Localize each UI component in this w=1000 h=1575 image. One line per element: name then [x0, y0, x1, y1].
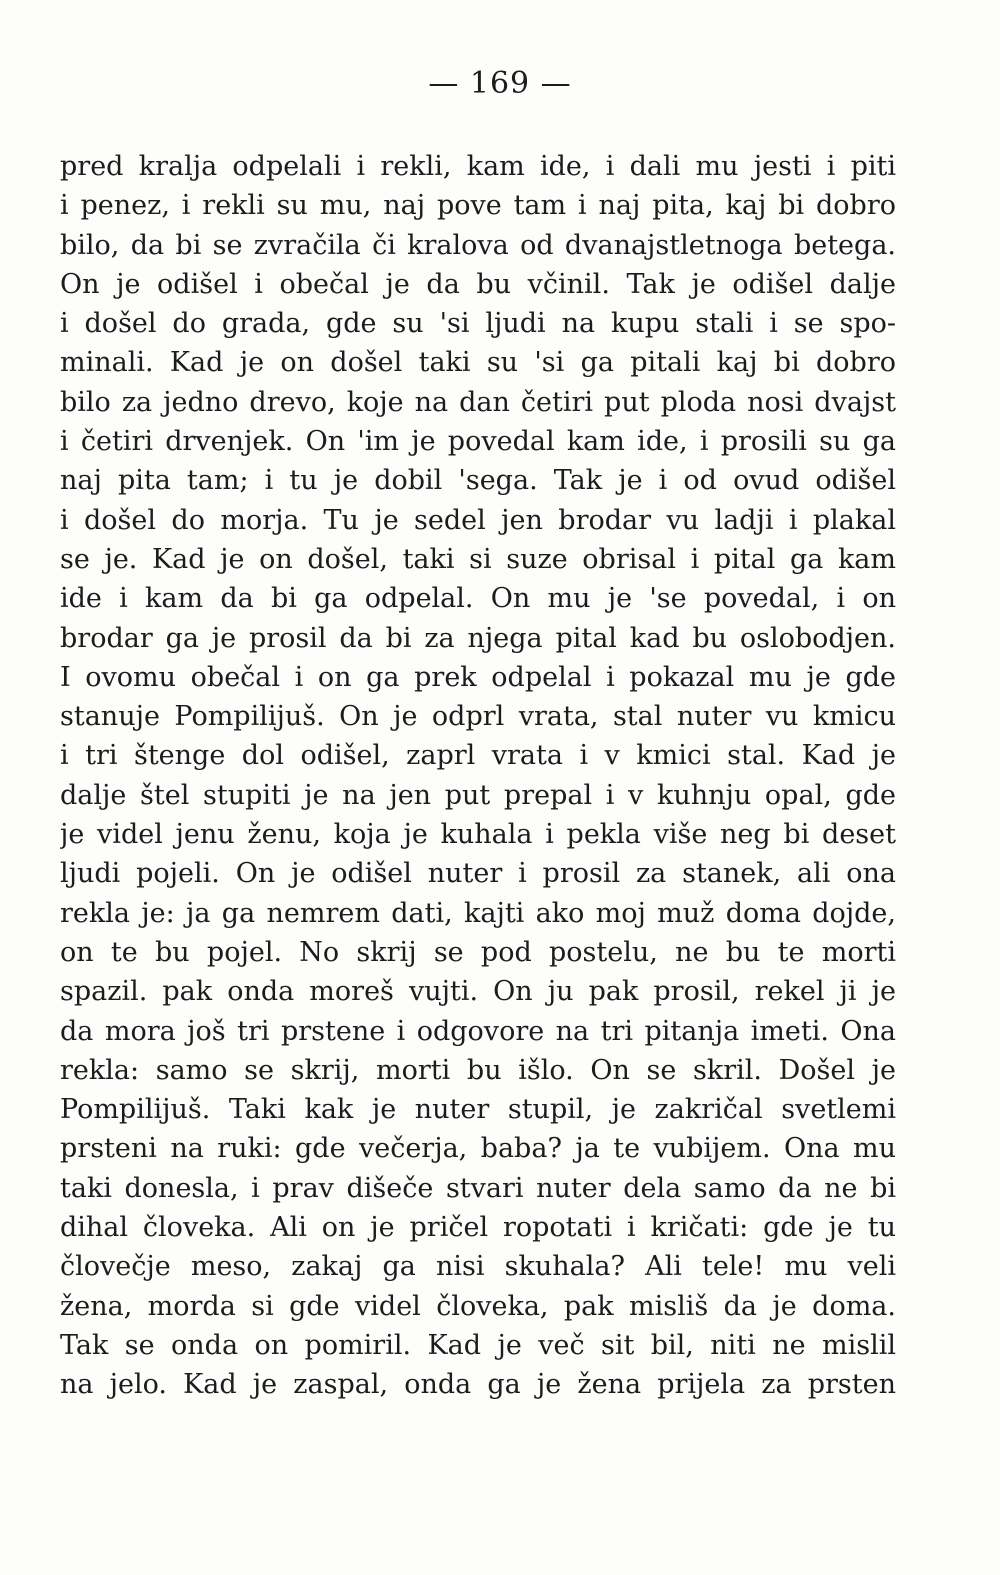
- text-line: Tak se onda on pomiril. Kad je več sit bil, niti ne mislil: [60, 1329, 896, 1361]
- text-line: žena, morda si gde videl človeka, pak misliš da je doma.: [60, 1290, 896, 1322]
- text-line: Pompilijuš. Taki kak je nuter stupil, je zakričal svetlemi: [60, 1094, 896, 1126]
- text-line: ide i kam da bi ga odpelal. On mu je 'se povedal, i on: [60, 583, 896, 615]
- text-line: dalje štel stupiti je na jen put prepal i v kuhnju opal, gde: [60, 779, 896, 811]
- text-line: bilo za jedno drevo, koje na dan četiri put ploda nosi dvajst: [60, 386, 896, 418]
- text-line: i došel do morja. Tu je sedel jen brodar vu ladji i plakal: [60, 504, 896, 536]
- text-line: i došel do grada, gde su 'si ljudi na kupu stali i se spo-: [60, 308, 896, 340]
- text-line: i četiri drvenjek. On 'im je povedal kam ide, i prosili su ga: [60, 426, 896, 458]
- text-line: stanuje Pompilijuš. On je odprl vrata, stal nuter vu kmicu: [60, 701, 896, 733]
- text-line: on te bu pojel. No skrij se pod postelu, ne bu te morti: [60, 936, 896, 968]
- page-number: — 169 —: [428, 66, 572, 101]
- text-line: ljudi pojeli. On je odišel nuter i prosil za stanek, ali ona: [60, 858, 896, 890]
- text-line: človečje meso, zakaj ga nisi skuhala? Ali tele! mu veli: [60, 1251, 896, 1283]
- text-line: dihal človeka. Ali on je pričel ropotati i kričati: gde je tu: [60, 1212, 896, 1244]
- text-line: naj pita tam; i tu je dobil 'sega. Tak je i od ovud odišel: [60, 465, 896, 497]
- text-line: taki donesla, i prav dišeče stvari nuter dela samo da ne bi: [60, 1172, 896, 1204]
- body-text: [60, 147, 896, 1405]
- text-line: rekla je: ja ga nemrem dati, kajti ako moj muž doma dojde,: [60, 897, 896, 929]
- text-line: rekla: samo se skrij, morti bu išlo. On se skril. Došel je: [60, 1054, 896, 1086]
- text-line: i tri štenge dol odišel, zaprl vrata i v kmici stal. Kad je: [60, 740, 896, 772]
- text-line: prsteni na ruki: gde večerja, baba? ja te vubijem. Ona mu: [60, 1133, 896, 1165]
- text-line: i penez, i rekli su mu, naj pove tam i naj pita, kaj bi dobro: [60, 190, 896, 222]
- text-line: I ovomu obečal i on ga prek odpelal i pokazal mu je gde: [60, 661, 896, 693]
- text-line: brodar ga je prosil da bi za njega pital kad bu oslobodjen.: [60, 622, 896, 654]
- text-line: se je. Kad je on došel, taki si suze obrisal i pital ga kam: [60, 543, 896, 575]
- text-line: minali. Kad je on došel taki su 'si ga pitali kaj bi dobro: [60, 347, 896, 379]
- text-line: spazil. pak onda moreš vujti. On ju pak prosil, rekel ji je: [60, 976, 896, 1008]
- text-line: je videl jenu ženu, koja je kuhala i pekla više neg bi deset: [60, 819, 896, 851]
- text-line: da mora još tri prstene i odgovore na tri pitanja imeti. Ona: [60, 1015, 896, 1047]
- text-line: pred kralja odpelali i rekli, kam ide, i dali mu jesti i piti: [60, 151, 896, 182]
- text-line: On je odišel i obečal je da bu včinil. Tak je odišel dalje: [60, 268, 896, 300]
- text-line: na jelo. Kad je zaspal, onda ga je žena prijela za prsten: [60, 1369, 896, 1401]
- text-line: bilo, da bi se zvračila či kralova od dvanajstletnoga betega.: [60, 229, 896, 261]
